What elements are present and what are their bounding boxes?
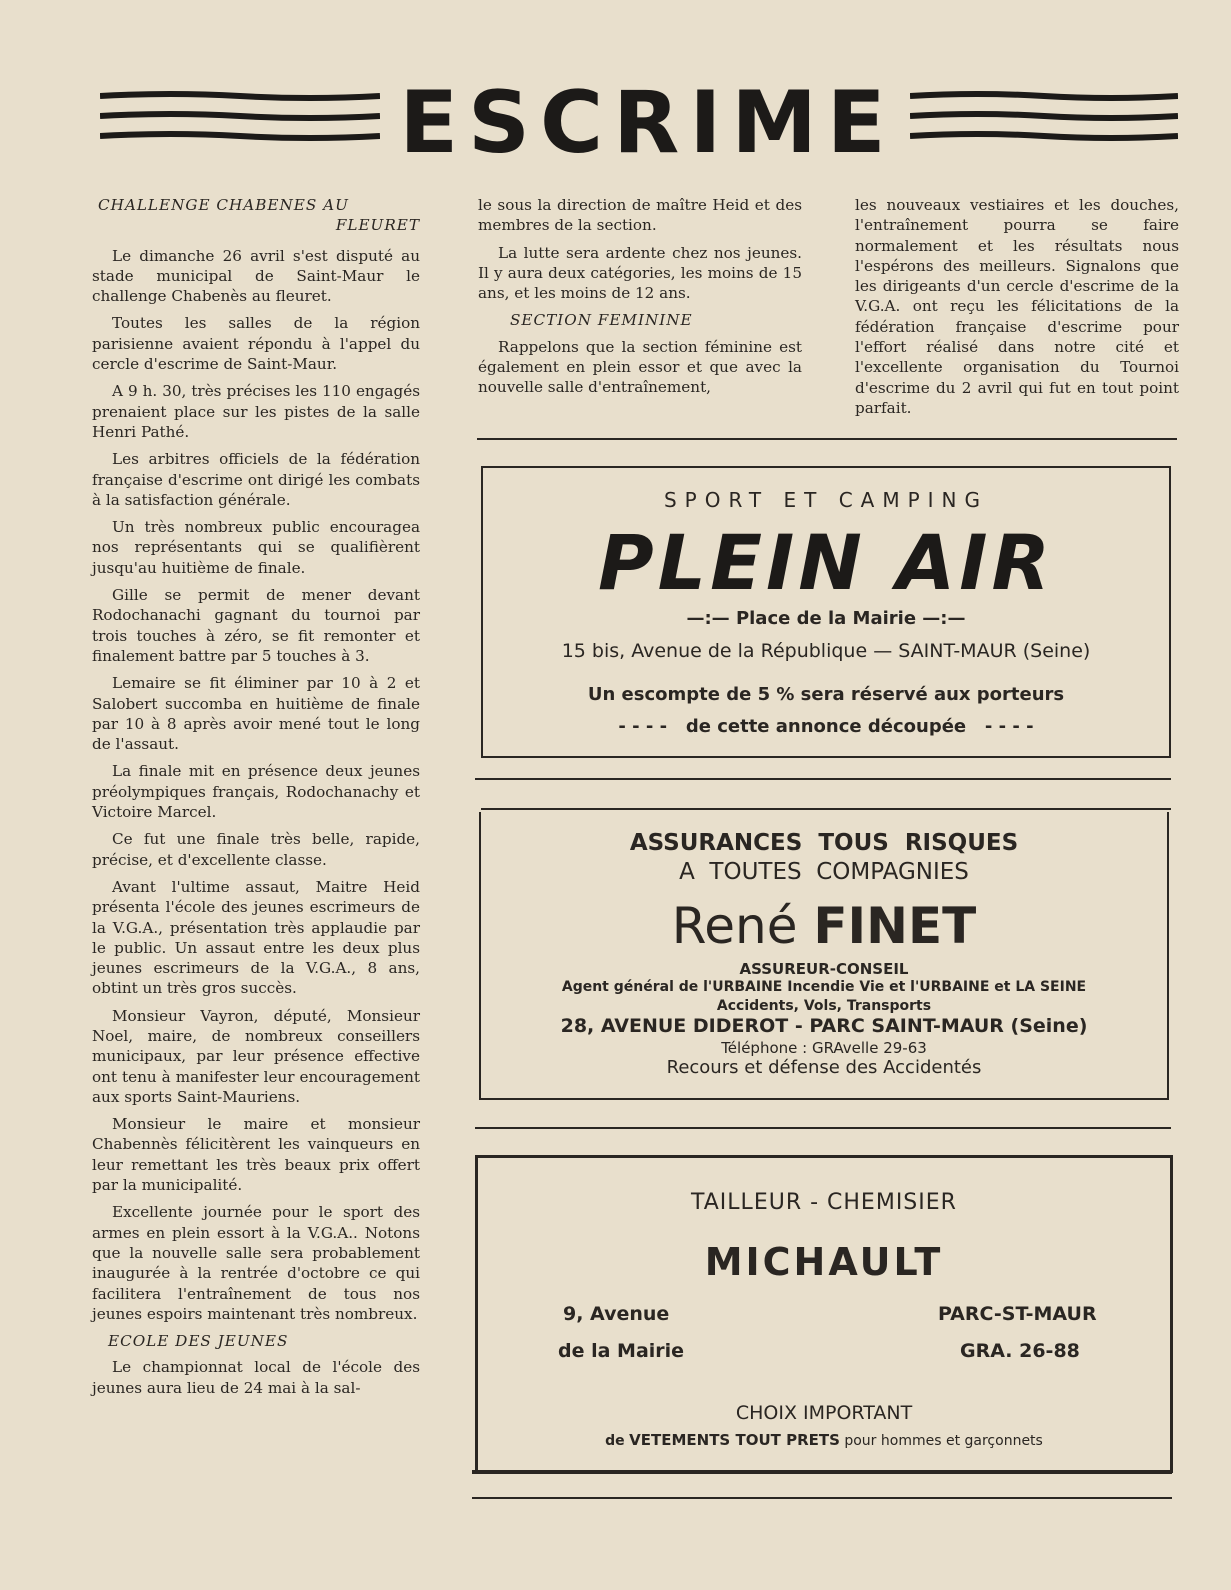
article-column-3	[855, 195, 1179, 425]
ad-products	[478, 1431, 1170, 1449]
ad-phone: Téléphone : GRAvelle 29-63	[721, 1039, 927, 1057]
page-title: ESCRIME	[399, 73, 896, 173]
ad-line-1: ASSURANCES TOUS RISQUES	[629, 830, 1019, 856]
ad-address-line-2: de la Mairie	[558, 1340, 685, 1362]
ad-choice: CHOIX IMPORTANT	[735, 1402, 913, 1424]
paragraph: Toutes les salles de la région parisienne avaient répondu à l'appel du cercle d'escrime de Saint-Maur.	[92, 314, 420, 374]
ad-plein-air	[481, 466, 1171, 758]
divider-rule	[477, 438, 1177, 440]
ad-address-line-1: 9, Avenue	[563, 1303, 670, 1325]
paragraph: Monsieur Vayron, député, Monsieur Noel, maire, de nombreux conseillers municipaux, par leur présence effective ont tenu à manifester leur encouragement aux sports Saint-Mauriens.	[92, 1006, 420, 1106]
paragraph: La finale mit en présence deux jeunes préolympiques français, Rodochanachy et Victoire Marcel.	[92, 762, 420, 822]
ad-phone: GRA. 26-88	[960, 1340, 1080, 1362]
paragraph: les nouveaux vestiaires et les douches, l'entraînement pourra se faire normalement et les résultats nous l'espérons des meilleurs. Signalons que les dirigeants d'un cercle d'escrime de la V.G.A. ont reçu les félicitations de la fédération française d'escrime pour l'effort réalisé dans notre cité et l'excellente organisation du Tournoi d'escrime du 2 avril qui fut en tout point parfait.	[855, 196, 1179, 417]
ad-line-2: A TOUTES COMPAGNIES	[679, 859, 969, 885]
ad-products-tail: pour hommes et garçonnets	[844, 1433, 1043, 1449]
paragraph: Les arbitres officiels de la fédération française d'escrime ont dirigé les combats à la satisfaction générale.	[92, 450, 420, 509]
paragraph: Gille se permit de mener devant Rodochanachi gagnant du tournoi par trois touches à zéro, se fit remonter et finalement battre par 5 touches à 3.	[92, 586, 420, 665]
article-heading: CHALLENGE CHABENES AU FLEURET	[98, 196, 420, 235]
paragraph: le sous la direction de maître Heid et des membres de la section.	[478, 196, 802, 235]
ad-tagline: SPORT ET CAMPING	[663, 488, 989, 512]
ad-name	[481, 896, 1167, 956]
section-subheading: SECTION FEMININE	[510, 311, 693, 330]
ad-coverage: Accidents, Vols, Transports	[716, 998, 932, 1014]
paragraph: A 9 h. 30, très précises les 110 engagés prenaient place sur les pistes de la salle Henri Pathé.	[92, 382, 420, 441]
paragraph: Ce fut une finale très belle, rapide, précise, et d'excellente classe.	[92, 830, 420, 869]
ad-brand: MICHAULT	[704, 1240, 944, 1284]
ad-brand: PLEIN AIR	[597, 518, 1054, 607]
ad-offer: Un escompte de 5 % sera réservé aux porteurs	[587, 684, 1065, 705]
ad-service: Recours et défense des Accidentés	[666, 1057, 982, 1078]
paragraph: Rappelons que la section féminine est également en plein essor et que avec la nouvelle salle d'entraînement,	[478, 337, 802, 397]
ad-michault	[475, 1155, 1173, 1473]
paragraph: Monsieur le maire et monsieur Chabennès félicitèrent les vainqueurs en leur remettant les très beaux prix offert par la municipalité.	[92, 1115, 420, 1195]
ad-agent: Agent général de l'URBAINE Incendie Vie et l'URBAINE et LA SEINE	[561, 979, 1087, 995]
paragraph: La lutte sera ardente chez nos jeunes. Il y aura deux catégories, les moins de 15 ans, et les moins de 12 ans.	[478, 243, 802, 303]
ad-address: 28, AVENUE DIDEROT - PARC SAINT-MAUR (Seine)	[560, 1015, 1088, 1037]
paragraph: Un très nombreux public encouragea nos représentants qui se qualifièrent jusqu'au huitième de finale.	[92, 518, 420, 577]
divider-rule	[475, 1127, 1171, 1129]
ad-products-bold: VETEMENTS TOUT PRETS	[629, 1431, 840, 1449]
divider-rule	[472, 1470, 1172, 1474]
ad-first-name: René	[671, 897, 798, 955]
section-subheading: ECOLE DES JEUNES	[108, 1332, 289, 1351]
ad-address: 15 bis, Avenue de la République — SAINT-MAUR (Seine)	[561, 640, 1091, 662]
article-column-2	[478, 195, 802, 405]
divider-rule	[481, 808, 1171, 810]
masthead-wave-left	[100, 90, 380, 130]
ad-offer-cont: - - - - de cette annonce découpée - - - -	[618, 716, 1034, 737]
ad-last-name: FINET	[813, 897, 977, 955]
masthead-wave-right	[910, 90, 1178, 130]
article-column-1	[92, 195, 420, 1405]
paragraph: Excellente journée pour le sport des armes en plein essort à la V.G.A.. Notons que la nouvelle salle sera probablement inaugurée à la rentrée d'octobre ce qui facilitera l'entraînement de tous nos jeunes espoirs maintenant très nombreux.	[92, 1203, 420, 1323]
ad-finet	[479, 812, 1169, 1100]
paragraph: Le dimanche 26 avril s'est disputé au stade municipal de Saint-Maur le challenge Chabenès au fleuret.	[92, 246, 420, 306]
ad-city: PARC-ST-MAUR	[938, 1303, 1097, 1325]
ad-products-lead: de	[605, 1433, 625, 1449]
paragraph: Avant l'ultime assaut, Maitre Heid présenta l'école des jeunes escrimeurs de la V.G.A., présentation très applaudie par le public. Un assaut entre les deux plus jeunes escrimeurs de la V.G.A., 8 ans, obtint un très gros succès.	[92, 877, 420, 998]
paragraph: Le championnat local de l'école des jeunes aura lieu de 24 mai à la sal-	[92, 1358, 420, 1397]
ad-title: ASSUREUR-CONSEIL	[739, 960, 909, 978]
paragraph: Lemaire se fit éliminer par 10 à 2 et Salobert succomba en huitième de finale par 10 à 8 après avoir mené tout le long de l'assaut.	[92, 674, 420, 754]
divider-rule	[475, 778, 1171, 780]
divider-rule	[472, 1497, 1172, 1499]
ad-place: —:— Place de la Mairie —:—	[686, 608, 966, 629]
ad-trade: TAILLEUR - CHEMISIER	[691, 1190, 957, 1215]
